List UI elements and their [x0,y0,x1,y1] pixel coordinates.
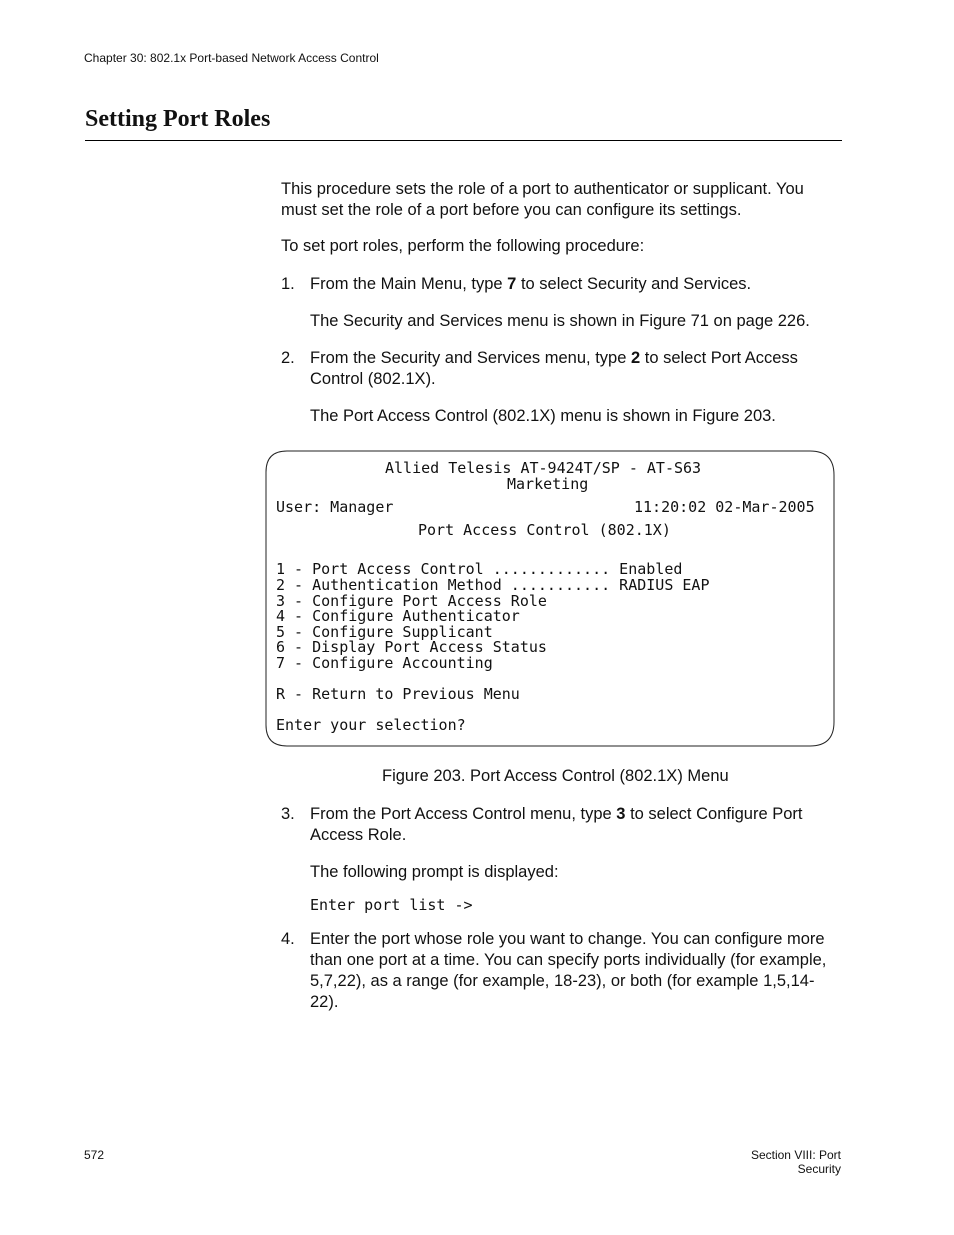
step-3-note: The following prompt is displayed: [310,863,559,881]
title-divider [85,140,842,141]
page-title: Setting Port Roles [85,106,271,132]
intro-paragraph: This procedure sets the role of a port to authenticator or supplicant. You must set the role of a port before you can configure its settings. [281,180,804,219]
terminal-datetime: 11:20:02 02-Mar-2005 [634,498,815,516]
step-number: 3. [281,805,295,823]
terminal-return-item: R - Return to Previous Menu [276,685,520,703]
terminal-menu-item-7: 7 - Configure Accounting [276,654,493,672]
procedure-intro: To set port roles, perform the following procedure: [281,237,645,255]
port-list-prompt: Enter port list -> [310,896,473,914]
section-footer: Section VIII: Port Security [750,1148,841,1176]
step-text: From the Security and Services menu, type 2 to select Port Access Control (802.1X). [310,349,798,388]
terminal-menu-title: Port Access Control (802.1X) [418,521,671,539]
terminal-menu-item-3: 3 - Configure Port Access Role [276,592,547,610]
terminal-menu-item-2: 2 - Authentication Method ........... RADIUS EAP [276,576,710,594]
terminal-menu-item-1: 1 - Port Access Control ............. Enabled [276,560,683,578]
figure-caption: Figure 203. Port Access Control (802.1X) Menu [382,767,729,785]
terminal-location-line: Marketing [507,475,589,493]
chapter-header: Chapter 30: 802.1x Port-based Network Access Control [84,51,379,65]
terminal-menu-item-6: 6 - Display Port Access Status [276,638,547,656]
step-2-note: The Port Access Control (802.1X) menu is shown in Figure 203. [310,407,776,425]
terminal-device-line: Allied Telesis AT-9424T/SP - AT-S63 [385,459,702,477]
page-number: 572 [84,1148,105,1162]
step-number: 2. [281,349,295,367]
terminal-selection-prompt: Enter your selection? [276,716,466,734]
terminal-screen-figure [265,450,835,747]
step-text: From the Main Menu, type 7 to select Security and Services. [310,275,752,293]
step-1-note: The Security and Services menu is shown in Figure 71 on page 226. [310,312,810,330]
step-number: 4. [281,930,295,948]
step-number: 1. [281,275,295,293]
terminal-menu-item-4: 4 - Configure Authenticator [276,607,520,625]
step-text: From the Port Access Control menu, type 3 to select Configure Port Access Role. [310,805,803,844]
terminal-menu-item-5: 5 - Configure Supplicant [276,623,493,641]
step-text: Enter the port whose role you want to change. You can configure more than one port at a time. You can specify ports individually (for example, 5,7,22), as a range (for example, 18-23), or both (for example 1,5,14-22). [310,930,827,1011]
terminal-user: User: Manager [276,498,394,516]
